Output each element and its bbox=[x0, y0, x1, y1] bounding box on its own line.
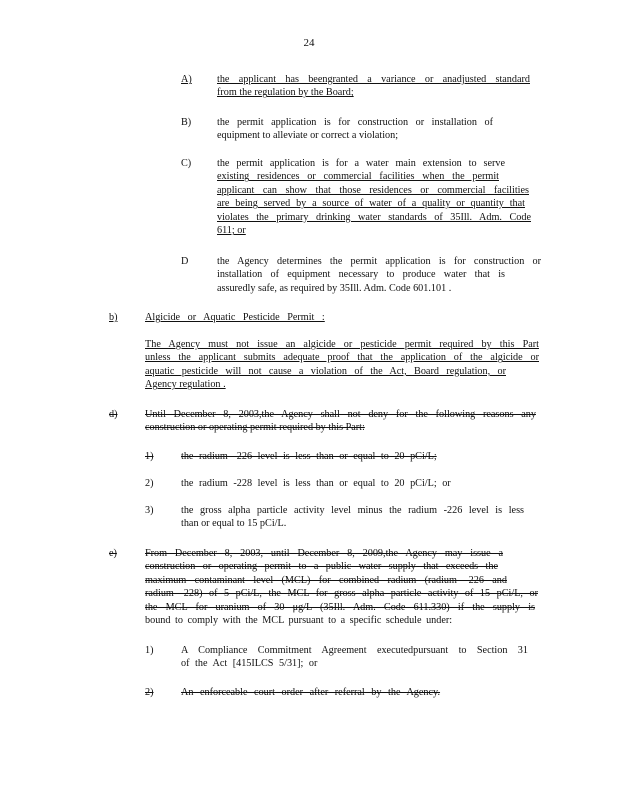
item-c-line: the permit application is for a water main extension to serve bbox=[217, 158, 505, 169]
item-a-text bbox=[217, 73, 530, 100]
section-e-line: the MCL for uranium of 30 μg/L (35Ill. Adm. Code 611.330) if the supply is bbox=[145, 601, 535, 613]
section-e-item-2-line: An enforceable court order after referral by the Agency. bbox=[181, 687, 441, 698]
section-b-text bbox=[145, 338, 539, 392]
item-a-label: A) bbox=[181, 74, 192, 85]
section-d-line: construction or operating permit required by this Part: bbox=[145, 422, 365, 434]
section-d-item-2-line: the radium -228 level is less than or equal to 20 pCi/L; or bbox=[181, 478, 451, 489]
item-d-label: D bbox=[181, 256, 189, 267]
item-b-line: the permit application is for construction or installation of bbox=[217, 117, 493, 128]
section-e-item-1-line: A Compliance Commitment Agreement executedpursuant to Section 31 bbox=[181, 645, 528, 656]
section-e-item-1-label: 1) bbox=[145, 645, 154, 656]
section-d-item-3-line: the gross alpha particle activity level minus the radium -226 level is less bbox=[181, 505, 524, 516]
item-b-label: B) bbox=[181, 117, 192, 128]
item-c-line: are being served by a source of water of a quality or quantity that bbox=[217, 198, 525, 210]
section-b-line: Agency regulation . bbox=[145, 379, 226, 391]
section-e-line: maximum contaminant level (MCL) for combined radium (radium -226 and bbox=[145, 574, 507, 586]
section-d-text bbox=[145, 408, 536, 435]
section-d-item-1-line: the radium -226 level is less than or equal to 20 pCi/L; bbox=[181, 451, 437, 462]
section-b-label: b) bbox=[109, 312, 118, 323]
item-c-line: existing residences or commercial facilities when the permit bbox=[217, 171, 499, 183]
item-b-line: equipment to alleviate or correct a violation; bbox=[217, 130, 399, 142]
section-d-item-2-text bbox=[181, 477, 451, 490]
section-e-line: construction or operating permit to a public water supply that exceeds the bbox=[145, 561, 498, 573]
section-d-label: d) bbox=[109, 409, 118, 420]
section-b-heading: Algicide or Aquatic Pesticide Permit : bbox=[145, 312, 325, 323]
section-e-line: radium -228) of 5 pCi/L, the MCL for gross alpha particle activity of 15 pCi/L, or bbox=[145, 588, 538, 600]
item-a-line: from the regulation by the Board; bbox=[217, 87, 354, 99]
item-c-text bbox=[217, 157, 536, 237]
section-e-item-1-line: of the Act [415ILCS 5/31]; or bbox=[181, 658, 318, 670]
item-c-label: C) bbox=[181, 158, 192, 169]
section-e-item-1-text bbox=[181, 644, 528, 671]
section-b-line: aquatic pesticide will not cause a violation of the Act, Board regulation, or bbox=[145, 365, 506, 377]
item-c-line: 611; or bbox=[217, 225, 246, 237]
section-d-item-2-label: 2) bbox=[145, 478, 154, 489]
section-e-line: bound to comply with the MCL pursuant to a specific schedule under: bbox=[145, 615, 453, 627]
item-d-text bbox=[217, 255, 541, 295]
item-c-line: applicant can show that those residences or commercial facilities bbox=[217, 184, 529, 196]
section-d-item-3-text bbox=[181, 504, 524, 531]
item-d-line: the Agency determines the permit application is for construction or bbox=[217, 256, 541, 267]
item-d-line: installation of equipment necessary to produce water that is bbox=[217, 269, 505, 281]
item-a-line: the applicant has beengranted a variance or anadjusted standard bbox=[217, 74, 530, 85]
section-e-line: From December 8, 2003, until December 8, 2009,the Agency may issue a bbox=[145, 548, 503, 559]
item-b-text bbox=[217, 116, 493, 143]
section-d-item-3-label: 3) bbox=[145, 505, 154, 516]
item-c-line: violates the primary drinking water standards of 35Ill. Adm. Code bbox=[217, 211, 531, 223]
section-b-line: unless the applicant submits adequate proof that the application of the algicide or bbox=[145, 352, 539, 364]
section-e-label: e) bbox=[109, 548, 117, 559]
section-d-item-3-line: than or equal to 15 pCi/L. bbox=[181, 518, 287, 530]
item-d-line: assuredly safe, as required by 35Ill. Adm. Code 601.101 . bbox=[217, 282, 452, 294]
page-number: 24 bbox=[303, 37, 315, 49]
section-d-item-1-text bbox=[181, 450, 437, 463]
section-d-item-1-label: 1) bbox=[145, 451, 154, 462]
section-e-text bbox=[145, 547, 538, 627]
section-e-item-2-label: 2) bbox=[145, 687, 154, 698]
section-b-line: The Agency must not issue an algicide or pesticide permit required by this Part bbox=[145, 339, 539, 350]
section-e-item-2-text bbox=[181, 686, 440, 699]
section-d-line: Until December 8, 2003,the Agency shall not deny for the following reasons any bbox=[145, 409, 536, 420]
